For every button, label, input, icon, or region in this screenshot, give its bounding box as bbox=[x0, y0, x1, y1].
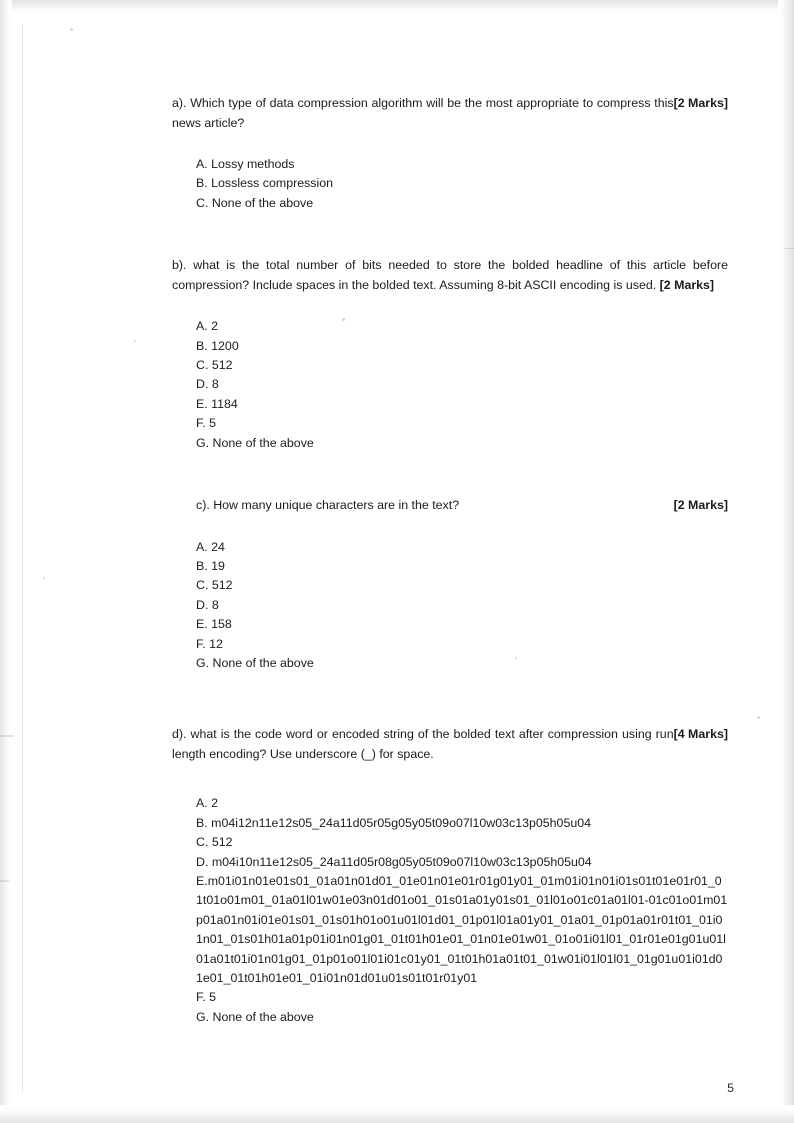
scan-edge-top bbox=[0, 0, 794, 14]
option-item[interactable]: F. 12 bbox=[196, 636, 223, 651]
question-a-options bbox=[172, 155, 728, 213]
scan-streak bbox=[784, 248, 794, 249]
question-c-prompt bbox=[196, 496, 728, 516]
option-item[interactable]: A. 24 bbox=[196, 539, 225, 554]
scan-speck bbox=[134, 340, 136, 342]
exam-content bbox=[172, 94, 728, 1027]
question-d-text: d). what is the code word or encoded string of the bolded text after compression using run length encoding? Use underscore (_) for space. bbox=[172, 727, 674, 761]
question-c-marks: [2 Marks] bbox=[673, 498, 728, 513]
question-a-text: a). Which type of data compression algorithm will be the most appropriate to compress this news article? bbox=[172, 96, 674, 130]
question-b-options bbox=[172, 317, 728, 453]
question-block-b bbox=[172, 256, 728, 453]
option-item[interactable]: F. 5 bbox=[196, 990, 216, 1005]
option-item[interactable]: D. 8 bbox=[196, 377, 219, 392]
question-block-c bbox=[172, 496, 728, 673]
option-item[interactable]: E. 1184 bbox=[196, 396, 238, 411]
question-c-text: c). How many unique characters are in the text? bbox=[196, 498, 460, 513]
page-number: 5 bbox=[727, 1081, 734, 1095]
option-item[interactable]: C. 512 bbox=[196, 835, 233, 850]
option-item[interactable]: C. None of the above bbox=[196, 195, 314, 210]
option-item[interactable]: C. 512 bbox=[196, 358, 233, 373]
option-item[interactable]: A. 2 bbox=[196, 319, 219, 334]
scan-speck bbox=[43, 577, 45, 579]
option-item[interactable]: B. m04i12n11e12s05_24a11d05r05g05y05t09o07l10w03c13p05h05u04 bbox=[196, 815, 592, 830]
scan-speck bbox=[70, 28, 73, 31]
scan-edge-bottom bbox=[0, 1105, 794, 1123]
question-b-prompt bbox=[172, 256, 728, 295]
option-item[interactable]: E. 158 bbox=[196, 617, 232, 632]
option-item-long[interactable]: E.m01i01n01e01s01_01a01n01d01_01e01n01e01r01g01y01_01m01i01n01i01s01t01e01r01_01t01o01m01_01a01l01w01e03n01d01o01_01s01a01y01s01_01l01o01c01a01l01-01c01o01m01p01a01n01i01e01s01_01s01h01o01u01l01d01_01p01l01a01y01_01a01_01p01a01r01t01_01i01n01_01s01h01a01p01i01n01g01_01t01h01e01_01n01e01w01_01o01i01l01_01r01e01g01u01l01a01t01i01n01g01_01p01o01l01i01c01y01_01t01h01a01t01_01w01i01l01l01_01g01u01i01d01e01_01t01h01e01_01i01n01d01u01s01t01r01y01 bbox=[196, 874, 728, 986]
option-item[interactable]: A. Lossy methods bbox=[196, 157, 295, 171]
scan-streak bbox=[0, 735, 14, 737]
question-a-prompt bbox=[172, 94, 728, 133]
option-item[interactable]: B. Lossless compression bbox=[196, 176, 334, 191]
scan-edge-left bbox=[0, 0, 12, 1123]
question-c-options bbox=[196, 538, 728, 674]
option-item[interactable]: D. 8 bbox=[196, 597, 219, 612]
scan-speck bbox=[757, 716, 760, 719]
option-item[interactable]: G. None of the above bbox=[196, 656, 314, 670]
question-d-prompt bbox=[172, 725, 728, 764]
option-item[interactable]: B. 19 bbox=[196, 558, 225, 573]
option-item[interactable]: A. 2 bbox=[196, 796, 219, 811]
question-d-options bbox=[172, 794, 728, 1027]
option-item[interactable]: G. None of the above bbox=[196, 435, 314, 450]
question-block-d bbox=[172, 725, 728, 1027]
option-item[interactable]: B. 1200 bbox=[196, 338, 239, 353]
option-item[interactable]: C. 512 bbox=[196, 578, 233, 593]
option-item[interactable]: D. m04i10n11e12s05_24a11d05r08g05y05t09o07l10w03c13p05h05u04 bbox=[196, 854, 592, 869]
scan-streak bbox=[0, 880, 9, 882]
option-item[interactable]: F. 5 bbox=[196, 416, 216, 431]
scan-fold-line bbox=[22, 24, 23, 1093]
question-b-marks: [2 Marks] bbox=[659, 277, 715, 292]
question-a-marks: [2 Marks] bbox=[673, 96, 728, 110]
question-block-a bbox=[172, 94, 728, 213]
option-item[interactable]: G. None of the above bbox=[196, 1009, 314, 1024]
question-d-marks: [4 Marks] bbox=[673, 727, 728, 742]
scan-edge-right bbox=[778, 0, 794, 1123]
question-b-text: b). what is the total number of bits needed to store the bolded headline of this article before compression? Include spaces in the bolded text. Assuming 8-bit ASCII encoding is used. bbox=[172, 258, 728, 292]
